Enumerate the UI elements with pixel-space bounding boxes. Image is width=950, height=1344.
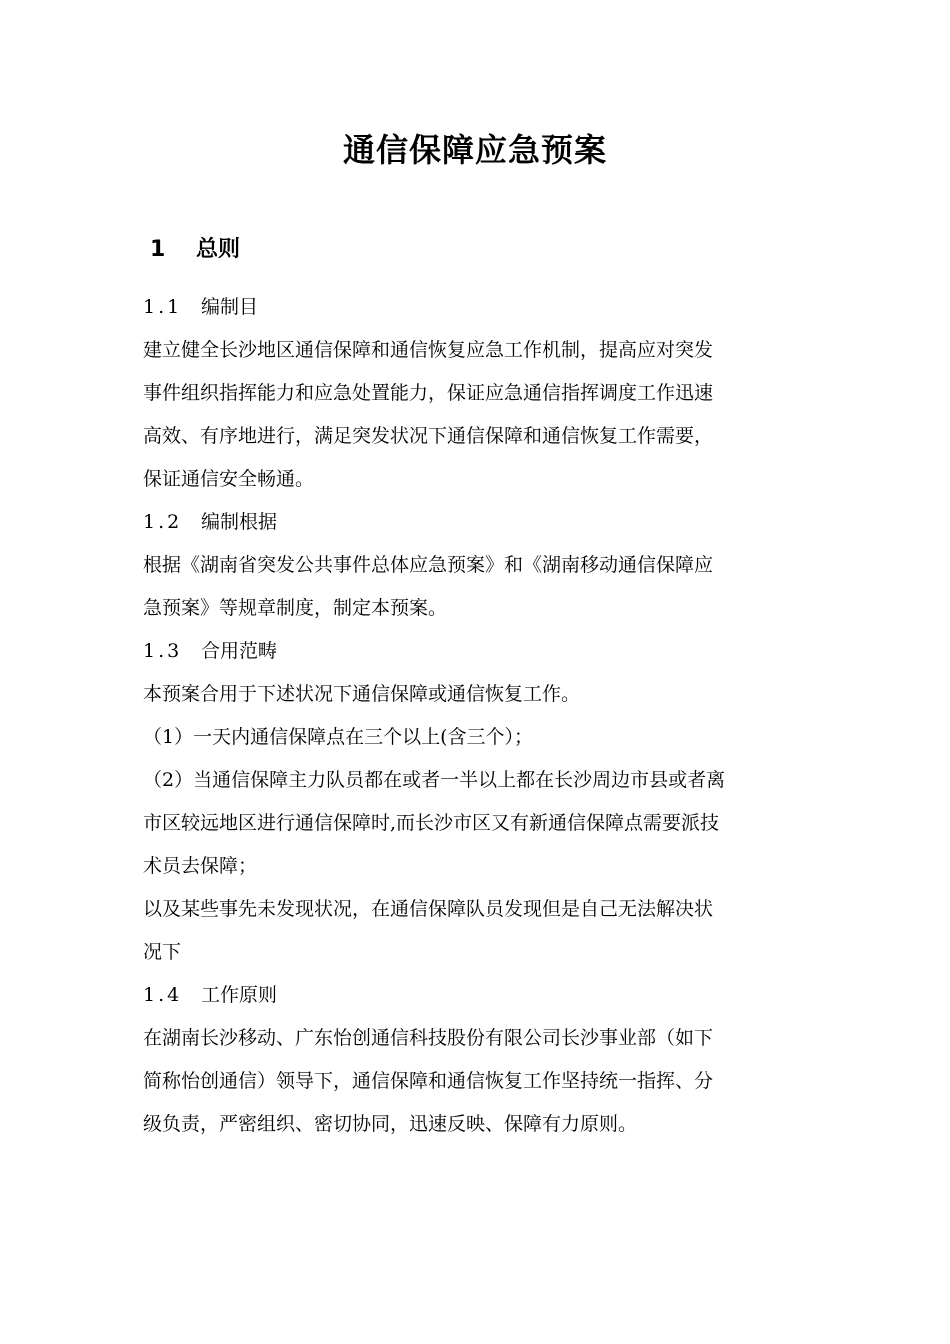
subsection-title: 编制目 xyxy=(201,296,259,318)
subsection-title: 合用范畴 xyxy=(201,640,278,662)
paragraph-line: 级负责，严密组织、密切协同，迅速反映、保障有力原则。 xyxy=(143,1113,638,1135)
paragraph-line: 急预案》等规章制度，制定本预案。 xyxy=(143,597,448,619)
paragraph-line: 建立健全长沙地区通信保障和通信恢复应急工作机制，提高应对突发 xyxy=(143,339,714,361)
paragraph-line: 高效、有序地进行，满足突发状况下通信保障和通信恢复工作需要， xyxy=(143,425,714,447)
section-number: 1 xyxy=(150,237,166,262)
subsection-heading-1-1 xyxy=(143,286,811,329)
document-body xyxy=(143,286,811,1146)
paragraph-line: 根据《湖南省突发公共事件总体应急预案》和《湖南移动通信保障应 xyxy=(143,554,714,576)
document-title: 通信保障应急预案 xyxy=(342,131,607,169)
paragraph-line: 在湖南长沙移动、广东怡创通信科技股份有限公司长沙事业部（如下 xyxy=(143,1027,714,1049)
list-item: （1）一天内通信保障点在三个以上(含三个）； xyxy=(143,726,534,748)
subsection-number: 1.3 xyxy=(143,640,183,662)
subsection-number: 1.4 xyxy=(143,984,183,1006)
section-title: 总则 xyxy=(196,237,241,262)
subsection-heading-1-2 xyxy=(143,501,811,544)
paragraph-line: 况下 xyxy=(143,941,182,963)
paragraph-line: 事件组织指挥能力和应急处置能力，保证应急通信指挥调度工作迅速 xyxy=(143,382,714,404)
subsection-heading-1-4 xyxy=(143,974,811,1017)
paragraph-line: 市区较远地区进行通信保障时,而长沙市区又有新通信保障点需要派技 xyxy=(143,812,720,834)
subsection-heading-1-3 xyxy=(143,630,811,673)
paragraph-line: 术员去保障； xyxy=(143,855,258,877)
subsection-number: 1.2 xyxy=(143,511,183,533)
list-item: （2）当通信保障主力队员都在或者一半以上都在长沙周边市县或者离 xyxy=(143,769,726,791)
subsection-title: 编制根据 xyxy=(201,511,278,533)
paragraph-line: 保证通信安全畅通。 xyxy=(143,468,315,490)
paragraph-line: 本预案合用于下述状况下通信保障或通信恢复工作。 xyxy=(143,683,581,705)
section-heading-general xyxy=(150,234,240,266)
subsection-title: 工作原则 xyxy=(201,984,278,1006)
paragraph-line: 以及某些事先未发现状况，在通信保障队员发现但是自己无法解决状 xyxy=(143,898,714,920)
subsection-number: 1.1 xyxy=(143,296,183,318)
paragraph-line: 简称怡创通信）领导下，通信保障和通信恢复工作坚持统一指挥、分 xyxy=(143,1070,714,1092)
